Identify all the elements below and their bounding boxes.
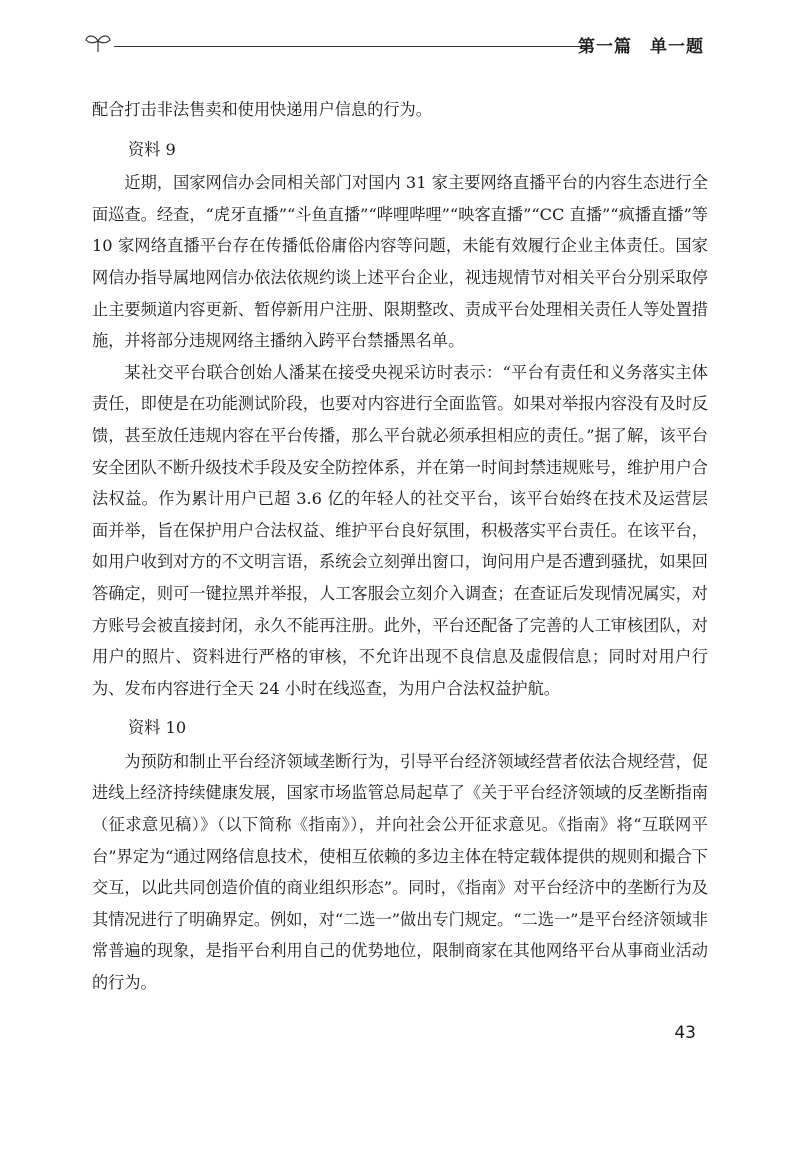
running-header [84, 28, 704, 60]
material-label-9: 资料 9 [128, 139, 176, 159]
material-label-10: 资料 10 [128, 718, 187, 738]
section-title: 第一篇 单一题 [578, 37, 704, 57]
page-body [92, 94, 708, 999]
page-number: 43 [674, 1023, 696, 1043]
paragraph: 为预防和制止平台经济领域垄断行为，引导平台经济领域经营者依法合规经营，促进线上经济持续健康发展，国家市场监管总局起草了《关于平台经济领域的反垄断指南（征求意见稿）》（以下简称《指南》），并向社会公开征求意见。《指南》将“互联网平台”界定为“通过网络信息技术，使相互依赖的多边主体在特定载体提供的规则和撮合下交互，以此共同创造价值的商业组织形态”。同时，《指南》对平台经济中的垄断行为及其情况进行了明确界定。例如，对“二选一”做出专门规定。“二选一”是平台经济领域非常普遍的现象，是指平台利用自己的优势地位，限制商家在其他网络平台从事商业活动的行为。 [92, 751, 708, 993]
paragraph-continued: 配合打击非法售卖和使用快递用户信息的行为。 [92, 100, 432, 119]
paragraph: 某社交平台联合创始人潘某在接受央视采访时表示：“平台有责任和义务落实主体责任，即使是在功能测试阶段，也要对内容进行全面监管。如果对举报内容没有及时反馈，甚至放任违规内容在平台传播，那么平台就必须承担相应的责任。”据了解，该平台安全团队不断升级技术手段及安全防控体系，并在第一时间封禁违规账号，维护用户合法权益。作为累计用户已超 3.6 亿的年轻人的社交平台，该平台始终在技术及运营层面并举，旨在保护用户合法权益、维护平台良好氛围，积极落实平台责任。在该平台，如用户收到对方的不文明言语，系统会立刻弹出窗口，询问用户是否遭到骚扰，如果回答确定，则可一键拉黑并举报，人工客服会立刻介入调查；在查证后发现情况属实，对方账号会被直接封闭，永久不能再注册。此外，平台还配备了完善的人工审核团队，对用户的照片、资料进行严格的审核，不允许出现不良信息及虚假信息；同时对用户行为、发布内容进行全天 24 小时在线巡查，为用户合法权益护航。 [92, 362, 708, 698]
header-rule [114, 46, 590, 47]
sprout-icon [84, 32, 112, 54]
paragraph: 近期，国家网信办会同相关部门对国内 31 家主要网络直播平台的内容生态进行全面巡查。经查，“虎牙直播”“斗鱼直播”“哔哩哔哩”“映客直播”“CC 直播”“疯播直播”等 10 家网络直播平台存在传播低俗庸俗内容等问题，未能有效履行企业主体责任。国家网信办指导属地网信办依法依规约谈上述平台企业，视违规情节对相关平台分别采取停止主要频道内容更新、暂停新用户注册、限期整改、责成平台处理相关责任人等处置措施，并将部分违规网络主播纳入跨平台禁播黑名单。 [92, 173, 708, 351]
